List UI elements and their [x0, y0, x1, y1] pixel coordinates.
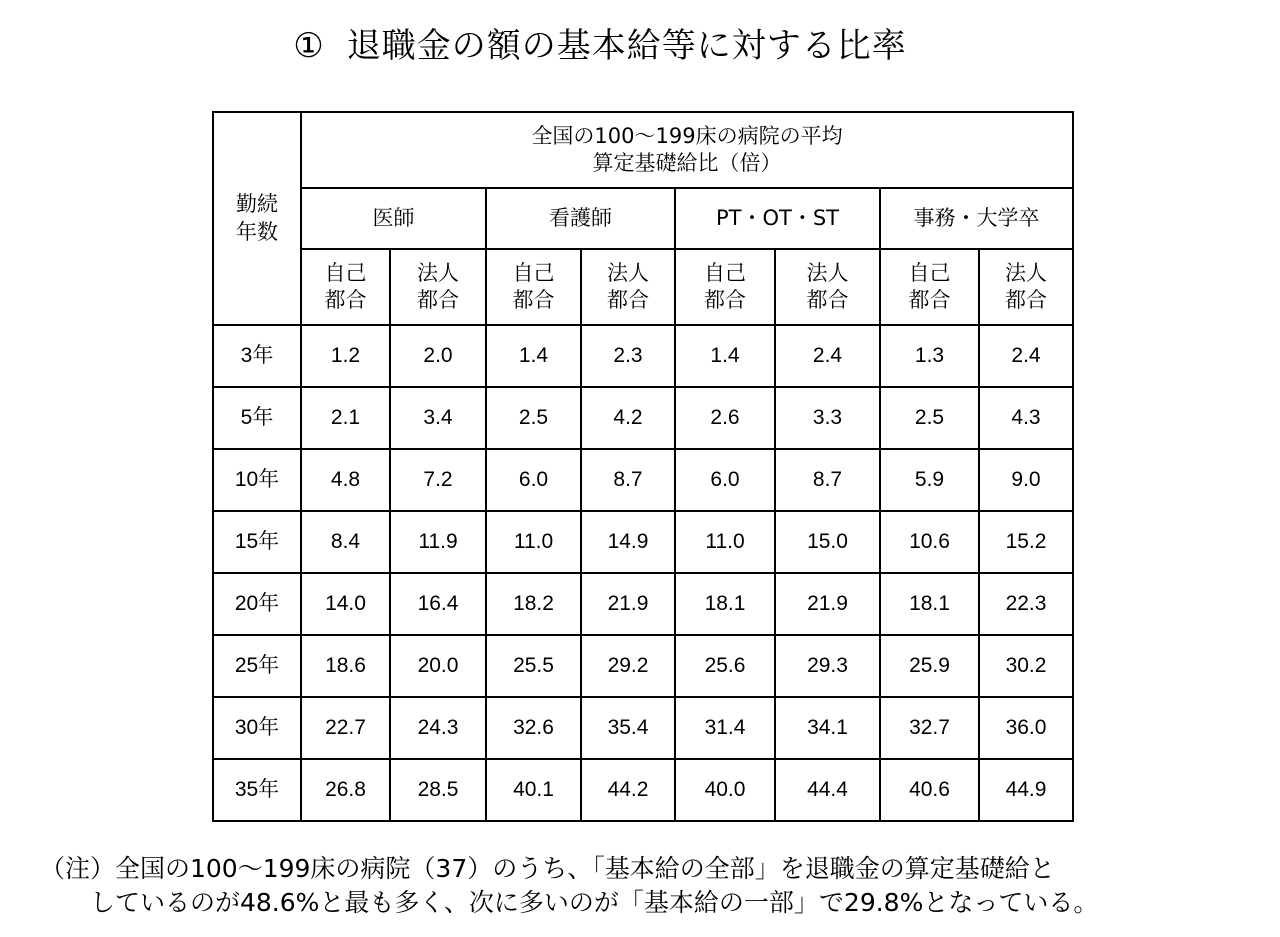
occupation-header-office: 事務・大学卒 [880, 188, 1073, 249]
ratio-cell: 32.7 [880, 697, 979, 759]
ratio-cell: 2.4 [979, 325, 1073, 387]
table-body [213, 325, 1073, 821]
ratio-cell: 25.5 [486, 635, 581, 697]
tenure-cell: 5年 [213, 387, 301, 449]
ratio-cell: 1.4 [486, 325, 581, 387]
ratio-cell: 2.5 [880, 387, 979, 449]
reason-header-self [486, 249, 581, 325]
table-row [213, 697, 1073, 759]
ratio-cell: 1.4 [675, 325, 775, 387]
ratio-cell: 1.2 [301, 325, 390, 387]
ratio-cell: 18.6 [301, 635, 390, 697]
ratio-cell: 25.9 [880, 635, 979, 697]
table-row [213, 759, 1073, 821]
ratio-cell: 28.5 [390, 759, 486, 821]
ratio-cell: 25.6 [675, 635, 775, 697]
reason-header-line1: 法人 [1005, 260, 1048, 285]
reason-header-self [675, 249, 775, 325]
tenure-cell: 30年 [213, 697, 301, 759]
occupation-header-doctor: 医師 [301, 188, 486, 249]
ratio-cell: 8.7 [775, 449, 880, 511]
ratio-cell: 34.1 [775, 697, 880, 759]
ratio-cell: 32.6 [486, 697, 581, 759]
occupation-header-nurse: 看護師 [486, 188, 675, 249]
tenure-cell: 25年 [213, 635, 301, 697]
occupation-header-therapist: PT・OT・ST [675, 188, 880, 249]
tenure-cell: 10年 [213, 449, 301, 511]
ratio-cell: 7.2 [390, 449, 486, 511]
ratio-cell: 40.6 [880, 759, 979, 821]
ratio-cell: 14.0 [301, 573, 390, 635]
table-row [213, 325, 1073, 387]
ratio-cell: 4.8 [301, 449, 390, 511]
page-title [0, 18, 1200, 67]
ratio-cell: 2.4 [775, 325, 880, 387]
ratio-cell: 29.3 [775, 635, 880, 697]
table-row [213, 449, 1073, 511]
ratio-cell: 9.0 [979, 449, 1073, 511]
ratio-cell: 2.1 [301, 387, 390, 449]
tenure-cell: 35年 [213, 759, 301, 821]
tenure-cell: 20年 [213, 573, 301, 635]
reason-header-line2: 都合 [908, 288, 951, 312]
ratio-cell: 21.9 [775, 573, 880, 635]
tenure-header-line1: 勤続 [236, 192, 278, 217]
ratio-cell: 15.2 [979, 511, 1073, 573]
reason-header-line2: 都合 [806, 288, 849, 312]
header-row-reasons [213, 249, 1073, 325]
reason-header-line1: 法人 [806, 260, 849, 285]
group-header-line2: 算定基礎給比（倍） [592, 151, 782, 175]
ratio-cell: 2.3 [581, 325, 675, 387]
ratio-cell: 5.9 [880, 449, 979, 511]
ratio-cell: 11.0 [675, 511, 775, 573]
ratio-cell: 44.2 [581, 759, 675, 821]
reason-header-corporate [775, 249, 880, 325]
reason-header-line1: 自己 [324, 260, 367, 285]
group-header-line1: 全国の100～199床の病院の平均 [531, 123, 843, 148]
ratio-cell: 3.3 [775, 387, 880, 449]
ratio-cell: 44.9 [979, 759, 1073, 821]
reason-header-line1: 自己 [908, 260, 951, 285]
ratio-cell: 3.4 [390, 387, 486, 449]
tenure-header-line2: 年数 [236, 219, 278, 244]
ratio-cell: 30.2 [979, 635, 1073, 697]
ratio-cell: 1.3 [880, 325, 979, 387]
ratio-cell: 8.4 [301, 511, 390, 573]
ratio-cell: 44.4 [775, 759, 880, 821]
ratio-cell: 22.7 [301, 697, 390, 759]
ratio-cell: 18.1 [880, 573, 979, 635]
ratio-cell: 40.0 [675, 759, 775, 821]
ratio-cell: 31.4 [675, 697, 775, 759]
ratio-cell: 20.0 [390, 635, 486, 697]
tenure-cell: 3年 [213, 325, 301, 387]
footnote [40, 852, 1265, 920]
ratio-cell: 4.2 [581, 387, 675, 449]
ratio-cell: 6.0 [675, 449, 775, 511]
ratio-cell: 26.8 [301, 759, 390, 821]
ratio-cell: 22.3 [979, 573, 1073, 635]
ratio-cell: 15.0 [775, 511, 880, 573]
table-row [213, 635, 1073, 697]
reason-header-line2: 都合 [1005, 288, 1048, 312]
reason-header-corporate [979, 249, 1073, 325]
reason-header-line2: 都合 [704, 288, 746, 312]
reason-header-line1: 自己 [704, 260, 746, 285]
ratio-cell: 21.9 [581, 573, 675, 635]
reason-header-self [301, 249, 390, 325]
header-row-occupations [213, 188, 1073, 249]
ratio-cell: 24.3 [390, 697, 486, 759]
ratio-cell: 18.1 [675, 573, 775, 635]
reason-header-line2: 都合 [512, 288, 555, 312]
ratio-cell: 40.1 [486, 759, 581, 821]
reason-header-self [880, 249, 979, 325]
reason-header-line2: 都合 [324, 288, 367, 312]
ratio-cell: 29.2 [581, 635, 675, 697]
group-header [301, 112, 1073, 188]
reason-header-line2: 都合 [607, 288, 649, 312]
ratio-cell: 10.6 [880, 511, 979, 573]
table-row [213, 387, 1073, 449]
ratio-cell: 16.4 [390, 573, 486, 635]
reason-header-line1: 法人 [607, 260, 649, 285]
table-row [213, 511, 1073, 573]
ratio-cell: 6.0 [486, 449, 581, 511]
footnote-line2: しているのが48.6%と最も多く、次に多いのが「基本給の一部」で29.8%となっている。 [90, 888, 1099, 917]
reason-header-line1: 法人 [417, 260, 459, 285]
ratio-cell: 2.0 [390, 325, 486, 387]
reason-header-line1: 自己 [512, 260, 555, 285]
ratio-cell: 11.0 [486, 511, 581, 573]
ratio-cell: 4.3 [979, 387, 1073, 449]
ratio-cell: 2.5 [486, 387, 581, 449]
ratio-cell: 11.9 [390, 511, 486, 573]
ratio-table [212, 111, 1074, 822]
ratio-cell: 18.2 [486, 573, 581, 635]
tenure-header [213, 112, 301, 325]
ratio-cell: 2.6 [675, 387, 775, 449]
header-row-group [213, 112, 1073, 188]
reason-header-corporate [390, 249, 486, 325]
title-text: 退職金の額の基本給等に対する比率 [346, 26, 907, 66]
ratio-cell: 8.7 [581, 449, 675, 511]
ratio-cell: 35.4 [581, 697, 675, 759]
tenure-cell: 15年 [213, 511, 301, 573]
ratio-cell: 14.9 [581, 511, 675, 573]
title-number: ① [293, 26, 325, 66]
ratio-cell: 36.0 [979, 697, 1073, 759]
footnote-line1: （注）全国の100～199床の病院（37）のうち、「基本給の全部」を退職金の算定基礎給と [40, 854, 1055, 883]
reason-header-corporate [581, 249, 675, 325]
reason-header-line2: 都合 [417, 288, 459, 312]
table-row [213, 573, 1073, 635]
